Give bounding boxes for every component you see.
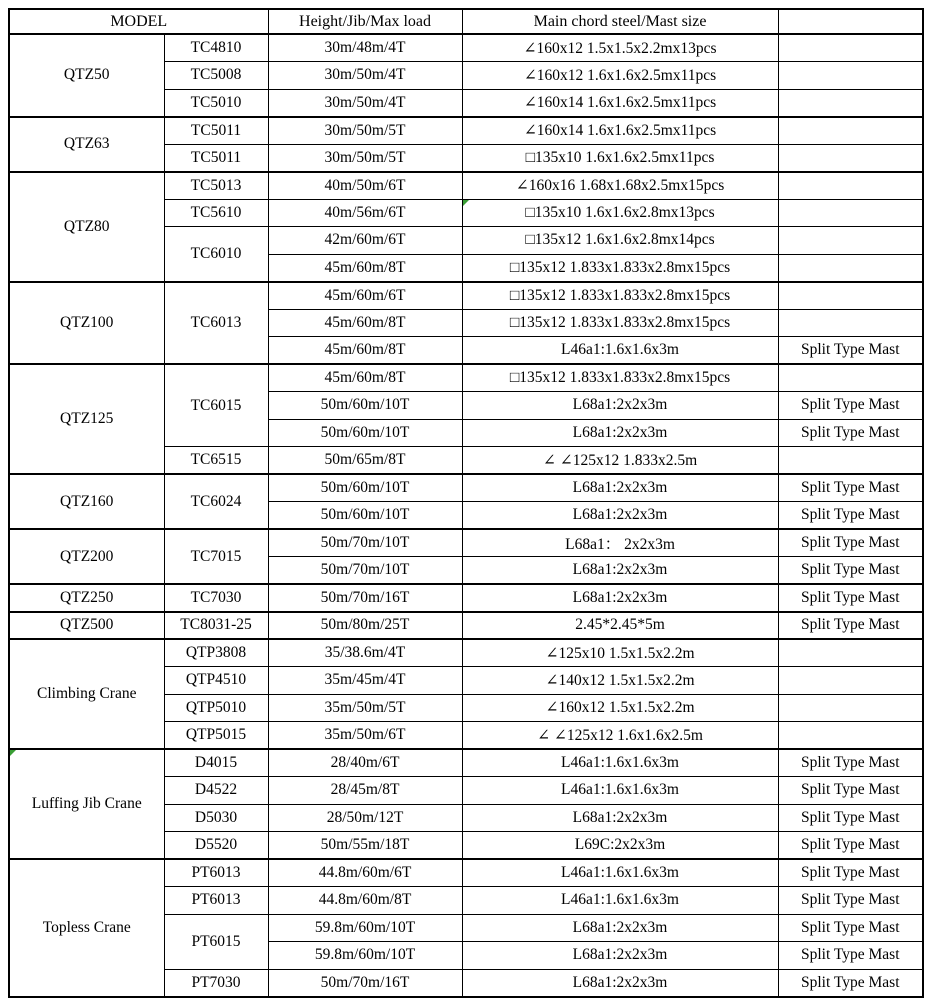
table-row: [9, 859, 923, 887]
crane-spec-table: [8, 8, 924, 998]
table-row: [9, 34, 923, 62]
table-row: [9, 639, 923, 667]
header-height-jib-load: Height/Jib/Max load: [268, 9, 462, 34]
cell-mast-type: Split Type Mast: [778, 557, 923, 585]
cell-height-jib-load: 28/45m/8T: [268, 777, 462, 805]
cell-main-chord: L68a1:2x2x3m: [462, 502, 778, 530]
cell-height-jib-load: 50m/60m/10T: [268, 502, 462, 530]
cell-submodel: PT6013: [164, 887, 268, 915]
table-row: [9, 584, 923, 612]
cell-height-jib-load: 40m/50m/6T: [268, 172, 462, 200]
table-row: [9, 474, 923, 502]
cell-submodel: PT7030: [164, 969, 268, 997]
cell-height-jib-load: 42m/60m/6T: [268, 227, 462, 255]
table-row: [9, 749, 923, 777]
cell-mast-type: [778, 309, 923, 337]
cell-submodel: PT6013: [164, 859, 268, 887]
cell-main-chord: L46a1:1.6x1.6x3m: [462, 749, 778, 777]
cell-submodel: TC6013: [164, 282, 268, 365]
cell-height-jib-load: 35m/50m/6T: [268, 722, 462, 750]
cell-submodel: TC7030: [164, 584, 268, 612]
cell-mast-type: [778, 199, 923, 227]
cell-model-group: Topless Crane: [9, 859, 164, 997]
cell-model-group: Luffing Jib Crane: [9, 749, 164, 859]
cell-main-chord: ∠160x14 1.6x1.6x2.5mx11pcs: [462, 89, 778, 117]
cell-height-jib-load: 45m/60m/8T: [268, 364, 462, 392]
cell-height-jib-load: 28/40m/6T: [268, 749, 462, 777]
cell-height-jib-load: 35m/50m/5T: [268, 694, 462, 722]
cell-height-jib-load: 35/38.6m/4T: [268, 639, 462, 667]
cell-submodel: TC6515: [164, 447, 268, 475]
header-extra: [778, 9, 923, 34]
cell-height-jib-load: 50m/70m/16T: [268, 584, 462, 612]
cell-height-jib-load: 30m/48m/4T: [268, 34, 462, 62]
cell-main-chord: ∠160x16 1.68x1.68x2.5mx15pcs: [462, 172, 778, 200]
cell-height-jib-load: 30m/50m/5T: [268, 117, 462, 145]
cell-main-chord: □135x10 1.6x1.6x2.5mx11pcs: [462, 144, 778, 172]
cell-mast-type: Split Type Mast: [778, 969, 923, 997]
cell-height-jib-load: 30m/50m/4T: [268, 62, 462, 90]
cell-height-jib-load: 50m/70m/16T: [268, 969, 462, 997]
cell-model-group: QTZ125: [9, 364, 164, 474]
cell-submodel: TC5011: [164, 117, 268, 145]
cell-main-chord: □135x12 1.833x1.833x2.8mx15pcs: [462, 309, 778, 337]
cell-main-chord: □135x12 1.833x1.833x2.8mx15pcs: [462, 254, 778, 282]
table-row: [9, 612, 923, 640]
cell-main-chord: L69C:2x2x3m: [462, 832, 778, 860]
cell-mast-type: [778, 282, 923, 310]
cell-mast-type: Split Type Mast: [778, 942, 923, 970]
cell-mast-type: [778, 227, 923, 255]
table-row: [9, 172, 923, 200]
cell-height-jib-load: 50m/70m/10T: [268, 529, 462, 557]
cell-main-chord: ∠ ∠125x12 1.6x1.6x2.5m: [462, 722, 778, 750]
cell-mast-type: Split Type Mast: [778, 914, 923, 942]
cell-height-jib-load: 50m/60m/10T: [268, 392, 462, 420]
cell-mast-type: [778, 694, 923, 722]
cell-main-chord: □135x12 1.833x1.833x2.8mx15pcs: [462, 364, 778, 392]
cell-main-chord: □135x12 1.833x1.833x2.8mx15pcs: [462, 282, 778, 310]
cell-model-group: QTZ160: [9, 474, 164, 529]
cell-model-group: QTZ80: [9, 172, 164, 282]
cell-model-group: QTZ100: [9, 282, 164, 365]
cell-height-jib-load: 50m/55m/18T: [268, 832, 462, 860]
cell-height-jib-load: 50m/60m/10T: [268, 474, 462, 502]
cell-submodel: TC7015: [164, 529, 268, 584]
cell-height-jib-load: 50m/70m/10T: [268, 557, 462, 585]
cell-submodel: TC5610: [164, 199, 268, 227]
cell-height-jib-load: 59.8m/60m/10T: [268, 942, 462, 970]
cell-submodel: D4015: [164, 749, 268, 777]
cell-submodel: TC8031-25: [164, 612, 268, 640]
cell-main-chord: ∠160x12 1.5x1.5x2.2m: [462, 694, 778, 722]
cell-main-chord: L46a1:1.6x1.6x3m: [462, 859, 778, 887]
cell-main-chord: L68a1： 2x2x3m: [462, 529, 778, 557]
cell-main-chord: L68a1:2x2x3m: [462, 914, 778, 942]
cell-main-chord: L68a1:2x2x3m: [462, 584, 778, 612]
cell-mast-type: [778, 364, 923, 392]
cell-height-jib-load: 44.8m/60m/6T: [268, 859, 462, 887]
cell-submodel: TC6010: [164, 227, 268, 282]
cell-height-jib-load: 28/50m/12T: [268, 804, 462, 832]
cell-main-chord: L68a1:2x2x3m: [462, 969, 778, 997]
header-row: [9, 9, 923, 34]
cell-main-chord: L68a1:2x2x3m: [462, 474, 778, 502]
cell-mast-type: [778, 144, 923, 172]
cell-height-jib-load: 45m/60m/6T: [268, 282, 462, 310]
cell-submodel: TC5010: [164, 89, 268, 117]
cell-main-chord: □135x12 1.6x1.6x2.8mx14pcs: [462, 227, 778, 255]
cell-main-chord: L46a1:1.6x1.6x3m: [462, 777, 778, 805]
cell-model-group: QTZ200: [9, 529, 164, 584]
cell-submodel: TC5008: [164, 62, 268, 90]
cell-mast-type: Split Type Mast: [778, 777, 923, 805]
cell-mast-type: [778, 34, 923, 62]
cell-model-group: QTZ250: [9, 584, 164, 612]
cell-mast-type: Split Type Mast: [778, 832, 923, 860]
cell-submodel: QTP4510: [164, 667, 268, 695]
spec-table-body: [9, 34, 923, 997]
cell-mast-type: [778, 89, 923, 117]
cell-main-chord: L68a1:2x2x3m: [462, 419, 778, 447]
cell-height-jib-load: 35m/45m/4T: [268, 667, 462, 695]
cell-height-jib-load: 44.8m/60m/8T: [268, 887, 462, 915]
cell-model-group: Climbing Crane: [9, 639, 164, 749]
cell-mast-type: [778, 117, 923, 145]
cell-mast-type: [778, 254, 923, 282]
cell-mast-type: [778, 172, 923, 200]
cell-main-chord: L68a1:2x2x3m: [462, 557, 778, 585]
cell-submodel: TC6015: [164, 364, 268, 447]
cell-mast-type: Split Type Mast: [778, 337, 923, 365]
cell-submodel: TC6024: [164, 474, 268, 529]
cell-height-jib-load: 45m/60m/8T: [268, 254, 462, 282]
cell-model-group: QTZ50: [9, 34, 164, 117]
table-row: [9, 529, 923, 557]
cell-main-chord: 2.45*2.45*5m: [462, 612, 778, 640]
cell-model-group: QTZ500: [9, 612, 164, 640]
cell-main-chord: L46a1:1.6x1.6x3m: [462, 337, 778, 365]
cell-mast-type: Split Type Mast: [778, 392, 923, 420]
cell-submodel: QTP3808: [164, 639, 268, 667]
cell-submodel: PT6015: [164, 914, 268, 969]
cell-mast-type: [778, 639, 923, 667]
cell-main-chord: L68a1:2x2x3m: [462, 804, 778, 832]
cell-height-jib-load: 50m/60m/10T: [268, 419, 462, 447]
cell-main-chord: L68a1:2x2x3m: [462, 942, 778, 970]
cell-main-chord: L68a1:2x2x3m: [462, 392, 778, 420]
cell-submodel: D5520: [164, 832, 268, 860]
cell-submodel: TC5011: [164, 144, 268, 172]
cell-main-chord: ∠160x14 1.6x1.6x2.5mx11pcs: [462, 117, 778, 145]
cell-mast-type: Split Type Mast: [778, 804, 923, 832]
cell-main-chord: L46a1:1.6x1.6x3m: [462, 887, 778, 915]
header-model: MODEL: [9, 9, 268, 34]
header-main-chord: Main chord steel/Mast size: [462, 9, 778, 34]
cell-mast-type: Split Type Mast: [778, 749, 923, 777]
cell-height-jib-load: 50m/65m/8T: [268, 447, 462, 475]
cell-main-chord: ∠160x12 1.5x1.5x2.2mx13pcs: [462, 34, 778, 62]
cell-main-chord: ∠140x12 1.5x1.5x2.2m: [462, 667, 778, 695]
cell-mast-type: Split Type Mast: [778, 612, 923, 640]
cell-mast-type: Split Type Mast: [778, 887, 923, 915]
cell-mast-type: Split Type Mast: [778, 584, 923, 612]
cell-mast-type: Split Type Mast: [778, 474, 923, 502]
cell-height-jib-load: 30m/50m/5T: [268, 144, 462, 172]
cell-height-jib-load: 30m/50m/4T: [268, 89, 462, 117]
table-row: [9, 282, 923, 310]
cell-submodel: D4522: [164, 777, 268, 805]
cell-mast-type: Split Type Mast: [778, 859, 923, 887]
cell-height-jib-load: 40m/56m/6T: [268, 199, 462, 227]
cell-height-jib-load: 45m/60m/8T: [268, 337, 462, 365]
table-row: [9, 117, 923, 145]
cell-mast-type: Split Type Mast: [778, 502, 923, 530]
cell-mast-type: [778, 447, 923, 475]
cell-mast-type: [778, 722, 923, 750]
cell-main-chord: ∠125x10 1.5x1.5x2.2m: [462, 639, 778, 667]
cell-submodel: TC5013: [164, 172, 268, 200]
cell-height-jib-load: 59.8m/60m/10T: [268, 914, 462, 942]
cell-main-chord: ∠ ∠125x12 1.833x2.5m: [462, 447, 778, 475]
cell-submodel: QTP5010: [164, 694, 268, 722]
cell-main-chord: □135x10 1.6x1.6x2.8mx13pcs: [462, 199, 778, 227]
cell-mast-type: Split Type Mast: [778, 529, 923, 557]
cell-height-jib-load: 50m/80m/25T: [268, 612, 462, 640]
cell-model-group: QTZ63: [9, 117, 164, 172]
table-row: [9, 364, 923, 392]
cell-submodel: TC4810: [164, 34, 268, 62]
cell-submodel: D5030: [164, 804, 268, 832]
cell-mast-type: [778, 62, 923, 90]
cell-mast-type: Split Type Mast: [778, 419, 923, 447]
cell-height-jib-load: 45m/60m/8T: [268, 309, 462, 337]
cell-mast-type: [778, 667, 923, 695]
cell-main-chord: ∠160x12 1.6x1.6x2.5mx11pcs: [462, 62, 778, 90]
cell-submodel: QTP5015: [164, 722, 268, 750]
